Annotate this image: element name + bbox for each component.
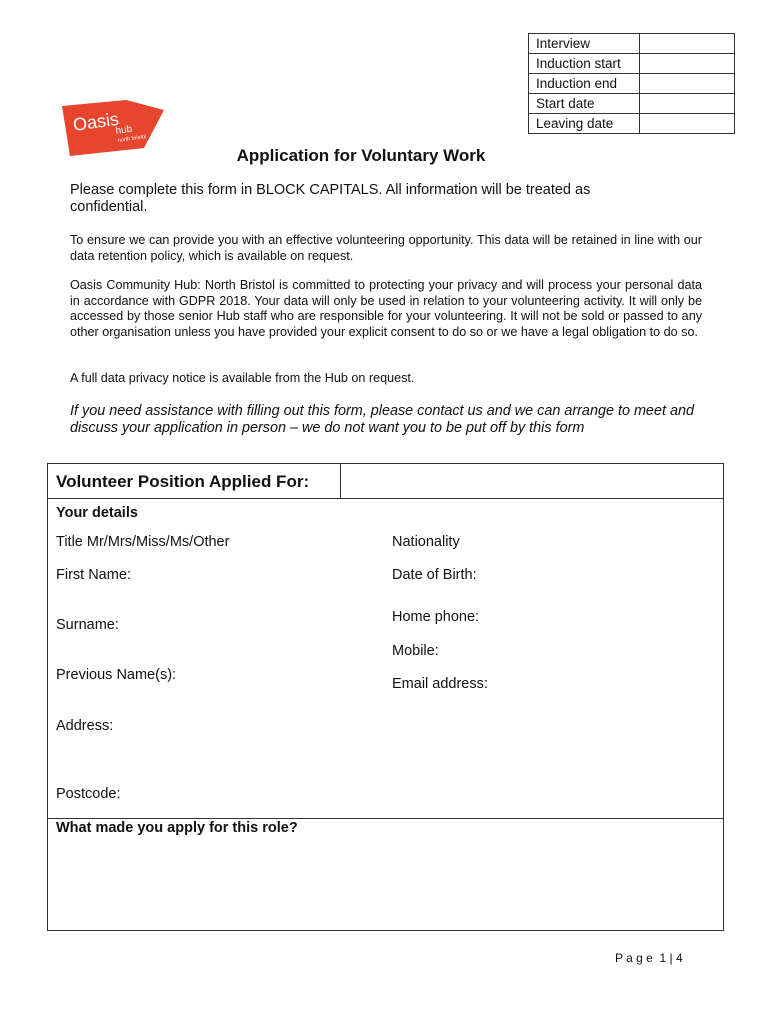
home-phone-label: Home phone: [392, 609, 480, 625]
admin-row [529, 94, 735, 114]
why-apply-question: What made you apply for this role? [56, 820, 298, 836]
section-divider [48, 818, 723, 819]
surname-label: Surname: [56, 617, 119, 633]
email-label: Email address: [392, 676, 488, 692]
admin-row-label: Induction start [529, 54, 640, 74]
gdpr-paragraph: Oasis Community Hub: North Bristol is committed to protecting your privacy and will process your personal data in accordance with GDPR 2018. Your data will only be used in relation to your volunteering activity. It will only be accessed by those senior Hub staff who are responsible for your volunteering. It will not be sold or passed to any other organisation unless you have provided your explicit consent to do so or we have a legal obligation to do so. [70, 278, 702, 339]
admin-row [529, 34, 735, 54]
mobile-label: Mobile: [392, 643, 439, 659]
postcode-label: Postcode: [56, 786, 121, 802]
admin-row-label: Interview [529, 34, 640, 54]
logo-sub: hub [114, 123, 133, 137]
position-label-cell [48, 464, 341, 499]
logo-word: Oasis [71, 108, 121, 135]
address-label: Address: [56, 718, 114, 734]
application-form [47, 463, 724, 931]
admin-tracking-table [528, 33, 735, 134]
assistance-paragraph: If you need assistance with filling out this form, please contact us and we can arrange to meet and discuss your application in person – we do not want you to be put off by this form [70, 403, 694, 436]
block-capitals-note: Please complete this form in BLOCK CAPITALS. All information will be treated as confidential. [70, 182, 591, 215]
admin-row [529, 114, 735, 134]
admin-row-value-cell[interactable] [640, 114, 735, 134]
your-details-heading: Your details [56, 505, 138, 521]
admin-row-label: Start date [529, 94, 640, 114]
date-of-birth-label: Date of Birth: [392, 567, 477, 583]
logo-place: north bristol [117, 134, 147, 144]
admin-row-value-cell[interactable] [640, 34, 735, 54]
admin-row-label: Leaving date [529, 114, 640, 134]
admin-row-value-cell[interactable] [640, 54, 735, 74]
admin-row-label: Induction end [529, 74, 640, 94]
previous-names-label: Previous Name(s): [56, 667, 177, 683]
admin-row [529, 74, 735, 94]
page-number: P a g e 1 | 4 [615, 951, 683, 965]
page-title: Application for Voluntary Work [236, 146, 486, 165]
title-field-label: Title Mr/Mrs/Miss/Ms/Other [56, 534, 230, 550]
position-label: Volunteer Position Applied For: [56, 472, 310, 491]
admin-row-value-cell[interactable] [640, 74, 735, 94]
admin-row [529, 54, 735, 74]
why-apply-answer-area[interactable] [48, 840, 723, 930]
admin-row-value-cell[interactable] [640, 94, 735, 114]
nationality-label: Nationality [392, 534, 460, 550]
retention-paragraph: To ensure we can provide you with an effective volunteering opportunity. This data will be retained in line with our data retention policy, which is available on request. [70, 233, 702, 263]
position-input[interactable] [341, 464, 723, 499]
first-name-label: First Name: [56, 567, 131, 583]
privacy-notice-paragraph: A full data privacy notice is available from the Hub on request. [70, 371, 415, 385]
